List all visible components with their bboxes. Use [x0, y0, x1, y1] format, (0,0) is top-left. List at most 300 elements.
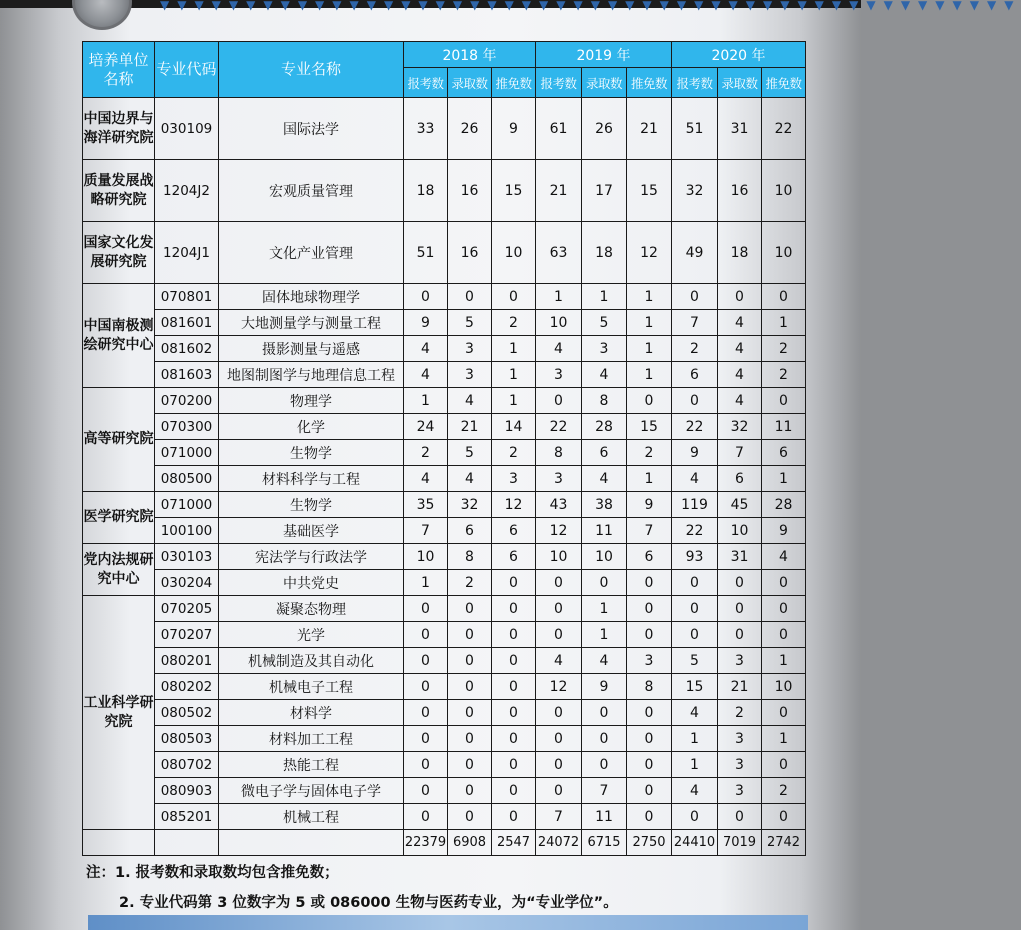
cell-value: 0 [762, 804, 806, 830]
cell-major-name: 宪法学与行政法学 [219, 544, 404, 570]
cell-value: 0 [404, 622, 448, 648]
cell-value: 10 [404, 544, 448, 570]
cell-value: 0 [627, 804, 672, 830]
cell-value: 0 [762, 622, 806, 648]
cell-value: 9 [492, 98, 536, 160]
cell-value: 7 [404, 518, 448, 544]
cell-major-code: 070205 [155, 596, 219, 622]
table-row [83, 752, 806, 778]
cell-value: 0 [536, 622, 582, 648]
table-row [83, 778, 806, 804]
cell-value: 0 [492, 752, 536, 778]
cell-total: 2547 [492, 830, 536, 856]
header-year-2019: 2019 年 [536, 42, 672, 68]
cell-value: 3 [718, 778, 762, 804]
table-row [83, 310, 806, 336]
cell-value: 0 [672, 804, 718, 830]
cell-value: 1 [582, 284, 627, 310]
cell-value: 2 [762, 336, 806, 362]
cell-unit-name: 中国南极测绘研究中心 [83, 284, 155, 388]
cell-value: 0 [762, 752, 806, 778]
cell-value: 7 [627, 518, 672, 544]
cell-value: 15 [672, 674, 718, 700]
cell-value: 1 [492, 388, 536, 414]
cell-value: 1 [582, 622, 627, 648]
cell-value: 51 [404, 222, 448, 284]
cell-value: 10 [536, 310, 582, 336]
cell-value: 31 [718, 544, 762, 570]
cell-value: 3 [582, 336, 627, 362]
cell-major-code: 1204J1 [155, 222, 219, 284]
cell-major-code: 030103 [155, 544, 219, 570]
cell-value: 4 [672, 466, 718, 492]
cell-value: 3 [536, 466, 582, 492]
header-applicants-2020: 报考数 [672, 68, 718, 98]
cell-value: 4 [404, 362, 448, 388]
header-exempt-2020: 推免数 [762, 68, 806, 98]
decorative-chevron-row: ▼▼▼▼▼▼▼▼▼▼▼▼▼▼▼▼▼▼▼▼▼▼▼▼▼▼▼▼▼▼▼▼▼▼▼▼▼▼▼▼▼▼▼▼▼▼▼▼▼▼ [160, 0, 1021, 12]
cell-value: 9 [627, 492, 672, 518]
table-row [83, 336, 806, 362]
cell-value: 28 [582, 414, 627, 440]
cell-value: 0 [627, 726, 672, 752]
cell-value: 0 [448, 778, 492, 804]
table-row [83, 674, 806, 700]
cell-value: 4 [582, 362, 627, 388]
cell-value: 7 [536, 804, 582, 830]
cell-major-name: 国际法学 [219, 98, 404, 160]
cell-value: 0 [762, 284, 806, 310]
cell-value: 0 [448, 726, 492, 752]
cell-value: 18 [582, 222, 627, 284]
bottom-decorative-bar [88, 915, 808, 930]
cell-value: 32 [718, 414, 762, 440]
totals-empty-cell [155, 830, 219, 856]
header-exempt-2019: 推免数 [627, 68, 672, 98]
table-body [83, 98, 806, 856]
cell-value: 0 [582, 752, 627, 778]
cell-value: 6 [762, 440, 806, 466]
cell-value: 26 [448, 98, 492, 160]
header-admitted-2018: 录取数 [448, 68, 492, 98]
cell-total: 24072 [536, 830, 582, 856]
cell-value: 31 [718, 98, 762, 160]
cell-value: 4 [448, 466, 492, 492]
cell-major-name: 材料科学与工程 [219, 466, 404, 492]
cell-value: 4 [762, 544, 806, 570]
cell-value: 0 [492, 596, 536, 622]
cell-value: 32 [448, 492, 492, 518]
cell-value: 10 [536, 544, 582, 570]
table-row [83, 160, 806, 222]
cell-value: 17 [582, 160, 627, 222]
table-row [83, 804, 806, 830]
header-year-2018: 2018 年 [404, 42, 536, 68]
cell-value: 0 [762, 570, 806, 596]
cell-value: 0 [627, 622, 672, 648]
cell-unit-name: 医学研究院 [83, 492, 155, 544]
cell-value: 1 [762, 726, 806, 752]
cell-value: 5 [448, 440, 492, 466]
cell-value: 0 [762, 596, 806, 622]
cell-total: 2742 [762, 830, 806, 856]
cell-value: 0 [404, 778, 448, 804]
cell-value: 1 [582, 596, 627, 622]
cell-total: 22379 [404, 830, 448, 856]
cell-value: 1 [627, 284, 672, 310]
cell-value: 0 [448, 700, 492, 726]
cell-value: 0 [448, 648, 492, 674]
cell-value: 14 [492, 414, 536, 440]
cell-value: 10 [762, 674, 806, 700]
cell-value: 11 [582, 518, 627, 544]
cell-value: 3 [718, 752, 762, 778]
cell-major-code: 100100 [155, 518, 219, 544]
cell-major-code: 081603 [155, 362, 219, 388]
cell-value: 1 [762, 648, 806, 674]
cell-value: 6 [672, 362, 718, 388]
cell-value: 4 [582, 648, 627, 674]
table-row [83, 414, 806, 440]
header-exempt-2018: 推免数 [492, 68, 536, 98]
cell-value: 2 [762, 362, 806, 388]
cell-major-name: 机械工程 [219, 804, 404, 830]
cell-major-code: 071000 [155, 440, 219, 466]
cell-value: 0 [448, 752, 492, 778]
cell-value: 5 [448, 310, 492, 336]
table-row [83, 492, 806, 518]
cell-value: 0 [627, 752, 672, 778]
cell-value: 0 [404, 596, 448, 622]
cell-value: 3 [448, 362, 492, 388]
table-row [83, 518, 806, 544]
admissions-table [82, 41, 806, 856]
cell-value: 6 [627, 544, 672, 570]
totals-empty-cell [219, 830, 404, 856]
table-row [83, 440, 806, 466]
cell-major-code: 030204 [155, 570, 219, 596]
cell-value: 22 [672, 414, 718, 440]
cell-major-code: 080502 [155, 700, 219, 726]
cell-value: 16 [448, 222, 492, 284]
cell-value: 4 [404, 336, 448, 362]
cell-value: 3 [536, 362, 582, 388]
cell-value: 6 [582, 440, 627, 466]
cell-value: 4 [582, 466, 627, 492]
cell-major-code: 1204J2 [155, 160, 219, 222]
cell-value: 0 [448, 804, 492, 830]
table-row [83, 362, 806, 388]
cell-value: 2 [404, 440, 448, 466]
table-row [83, 700, 806, 726]
note-1: 注：1. 报考数和录取数均包含推免数； [86, 865, 339, 881]
cell-value: 1 [627, 310, 672, 336]
cell-value: 119 [672, 492, 718, 518]
cell-value: 32 [672, 160, 718, 222]
cell-value: 0 [582, 700, 627, 726]
cell-value: 1 [672, 752, 718, 778]
cell-value: 22 [672, 518, 718, 544]
cell-value: 4 [536, 336, 582, 362]
cell-value: 0 [672, 596, 718, 622]
cell-value: 1 [492, 336, 536, 362]
cell-major-name: 宏观质量管理 [219, 160, 404, 222]
cell-value: 0 [536, 570, 582, 596]
cell-value: 0 [492, 726, 536, 752]
cell-value: 10 [492, 222, 536, 284]
cell-value: 1 [762, 310, 806, 336]
cell-value: 38 [582, 492, 627, 518]
cell-value: 0 [492, 622, 536, 648]
cell-value: 6 [448, 518, 492, 544]
cell-value: 4 [672, 778, 718, 804]
cell-major-code: 081602 [155, 336, 219, 362]
cell-value: 61 [536, 98, 582, 160]
cell-value: 21 [718, 674, 762, 700]
cell-value: 12 [536, 518, 582, 544]
cell-value: 9 [672, 440, 718, 466]
cell-major-code: 071000 [155, 492, 219, 518]
cell-value: 0 [762, 700, 806, 726]
cell-value: 0 [404, 726, 448, 752]
cell-value: 0 [718, 804, 762, 830]
cell-value: 7 [672, 310, 718, 336]
note-2: 2. 专业代码第 3 位数字为 5 或 086000 生物与医药专业，为“专业学位”。 [119, 895, 618, 911]
cell-major-name: 地图制图学与地理信息工程 [219, 362, 404, 388]
cell-value: 0 [404, 284, 448, 310]
table-row [83, 726, 806, 752]
cell-value: 9 [404, 310, 448, 336]
cell-value: 1 [404, 570, 448, 596]
cell-value: 0 [627, 388, 672, 414]
cell-value: 1 [536, 284, 582, 310]
cell-value: 2 [672, 336, 718, 362]
cell-value: 6 [492, 544, 536, 570]
cell-major-code: 080903 [155, 778, 219, 804]
cell-value: 0 [718, 596, 762, 622]
cell-major-name: 中共党史 [219, 570, 404, 596]
cell-value: 35 [404, 492, 448, 518]
cell-value: 7 [718, 440, 762, 466]
university-logo [72, 0, 132, 30]
cell-value: 1 [762, 466, 806, 492]
header-applicants-2018: 报考数 [404, 68, 448, 98]
header-admitted-2019: 录取数 [582, 68, 627, 98]
cell-major-name: 摄影测量与遥感 [219, 336, 404, 362]
cell-total: 7019 [718, 830, 762, 856]
cell-value: 0 [536, 726, 582, 752]
cell-value: 1 [627, 466, 672, 492]
cell-major-code: 070200 [155, 388, 219, 414]
cell-value: 9 [762, 518, 806, 544]
totals-row [83, 830, 806, 856]
cell-value: 18 [404, 160, 448, 222]
cell-value: 0 [582, 726, 627, 752]
cell-value: 0 [448, 596, 492, 622]
cell-value: 6 [492, 518, 536, 544]
header-major: 专业名称 [219, 42, 404, 98]
cell-value: 43 [536, 492, 582, 518]
cell-value: 9 [582, 674, 627, 700]
cell-value: 1 [627, 336, 672, 362]
footnotes [86, 858, 826, 918]
cell-major-name: 材料学 [219, 700, 404, 726]
cell-value: 63 [536, 222, 582, 284]
cell-value: 1 [492, 362, 536, 388]
cell-major-name: 文化产业管理 [219, 222, 404, 284]
cell-major-code: 085201 [155, 804, 219, 830]
cell-value: 51 [672, 98, 718, 160]
cell-value: 4 [536, 648, 582, 674]
cell-major-name: 材料加工工程 [219, 726, 404, 752]
cell-value: 2 [762, 778, 806, 804]
cell-value: 16 [448, 160, 492, 222]
cell-value: 15 [627, 160, 672, 222]
admissions-table-container [82, 41, 806, 856]
cell-value: 0 [536, 388, 582, 414]
cell-major-code: 080702 [155, 752, 219, 778]
cell-major-name: 物理学 [219, 388, 404, 414]
cell-value: 8 [582, 388, 627, 414]
cell-value: 0 [448, 284, 492, 310]
cell-value: 10 [762, 160, 806, 222]
cell-major-name: 生物学 [219, 440, 404, 466]
cell-value: 26 [582, 98, 627, 160]
cell-value: 0 [672, 284, 718, 310]
cell-value: 45 [718, 492, 762, 518]
cell-value: 0 [762, 388, 806, 414]
cell-value: 2 [492, 310, 536, 336]
cell-value: 12 [627, 222, 672, 284]
cell-value: 0 [404, 700, 448, 726]
cell-major-code: 081601 [155, 310, 219, 336]
cell-value: 4 [718, 336, 762, 362]
header-year-2020: 2020 年 [672, 42, 806, 68]
table-row [83, 570, 806, 596]
cell-total: 24410 [672, 830, 718, 856]
cell-value: 15 [492, 160, 536, 222]
cell-value: 0 [627, 778, 672, 804]
cell-major-name: 光学 [219, 622, 404, 648]
cell-value: 1 [404, 388, 448, 414]
table-row [83, 544, 806, 570]
cell-value: 21 [536, 160, 582, 222]
cell-value: 2 [492, 440, 536, 466]
table-row [83, 596, 806, 622]
cell-value: 0 [492, 570, 536, 596]
cell-value: 15 [627, 414, 672, 440]
cell-value: 0 [492, 284, 536, 310]
totals-empty-cell [83, 830, 155, 856]
cell-unit-name: 中国边界与海洋研究院 [83, 98, 155, 160]
cell-value: 1 [672, 726, 718, 752]
cell-value: 0 [448, 674, 492, 700]
cell-value: 0 [536, 700, 582, 726]
header-code: 专业代码 [155, 42, 219, 98]
cell-value: 4 [672, 700, 718, 726]
table-row [83, 222, 806, 284]
cell-major-code: 070801 [155, 284, 219, 310]
cell-value: 0 [582, 570, 627, 596]
cell-value: 3 [448, 336, 492, 362]
cell-unit-name: 党内法规研究中心 [83, 544, 155, 596]
cell-value: 0 [492, 778, 536, 804]
cell-value: 6 [718, 466, 762, 492]
cell-major-name: 热能工程 [219, 752, 404, 778]
header-applicants-2019: 报考数 [536, 68, 582, 98]
table-row [83, 466, 806, 492]
cell-value: 8 [448, 544, 492, 570]
cell-value: 0 [492, 804, 536, 830]
cell-value: 8 [536, 440, 582, 466]
cell-value: 4 [718, 362, 762, 388]
header-admitted-2020: 录取数 [718, 68, 762, 98]
cell-value: 0 [536, 752, 582, 778]
cell-value: 4 [718, 310, 762, 336]
cell-value: 10 [582, 544, 627, 570]
cell-major-name: 生物学 [219, 492, 404, 518]
cell-value: 0 [492, 648, 536, 674]
cell-value: 12 [536, 674, 582, 700]
cell-value: 0 [404, 804, 448, 830]
table-row [83, 388, 806, 414]
cell-value: 93 [672, 544, 718, 570]
cell-major-code: 070300 [155, 414, 219, 440]
cell-value: 0 [627, 596, 672, 622]
cell-value: 0 [536, 596, 582, 622]
cell-value: 0 [404, 648, 448, 674]
cell-value: 0 [718, 622, 762, 648]
cell-value: 16 [718, 160, 762, 222]
cell-major-name: 大地测量学与测量工程 [219, 310, 404, 336]
table-row [83, 648, 806, 674]
cell-value: 12 [492, 492, 536, 518]
cell-value: 21 [627, 98, 672, 160]
table-row [83, 622, 806, 648]
cell-value: 0 [672, 570, 718, 596]
cell-value: 2 [718, 700, 762, 726]
cell-unit-name: 国家文化发展研究院 [83, 222, 155, 284]
cell-value: 0 [448, 622, 492, 648]
cell-major-code: 080503 [155, 726, 219, 752]
cell-major-name: 基础医学 [219, 518, 404, 544]
cell-value: 22 [762, 98, 806, 160]
cell-major-name: 机械电子工程 [219, 674, 404, 700]
table-row [83, 98, 806, 160]
cell-value: 3 [492, 466, 536, 492]
cell-major-name: 机械制造及其自动化 [219, 648, 404, 674]
cell-total: 6908 [448, 830, 492, 856]
cell-value: 18 [718, 222, 762, 284]
cell-unit-name: 质量发展战略研究院 [83, 160, 155, 222]
cell-value: 4 [448, 388, 492, 414]
cell-value: 7 [582, 778, 627, 804]
header-unit: 培养单位名称 [83, 42, 155, 98]
cell-value: 2 [448, 570, 492, 596]
table-row [83, 284, 806, 310]
cell-major-name: 化学 [219, 414, 404, 440]
cell-major-name: 凝聚态物理 [219, 596, 404, 622]
cell-value: 22 [536, 414, 582, 440]
cell-value: 5 [672, 648, 718, 674]
cell-value: 0 [536, 778, 582, 804]
cell-major-name: 微电子学与固体电子学 [219, 778, 404, 804]
cell-value: 10 [718, 518, 762, 544]
cell-value: 0 [404, 674, 448, 700]
cell-value: 8 [627, 674, 672, 700]
cell-major-code: 030109 [155, 98, 219, 160]
cell-major-code: 080500 [155, 466, 219, 492]
